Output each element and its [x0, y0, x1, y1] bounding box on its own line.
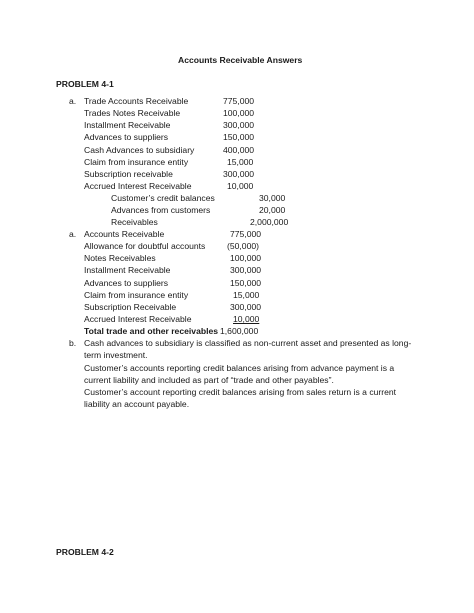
sub-row-value: 30,000 — [259, 193, 286, 203]
total-label: Total trade and other receivables — [84, 326, 219, 336]
row-value: 775,000 — [223, 96, 255, 106]
row-value: 300,000 — [230, 302, 262, 312]
total-value: 1,600,000 — [220, 326, 259, 336]
section-a1-marker: a. — [69, 96, 77, 106]
row-value: 100,000 — [230, 253, 262, 263]
row-value: 150,000 — [230, 278, 262, 288]
section-b-marker: b. — [69, 338, 77, 348]
row-label: Allowance for doubtful accounts — [84, 241, 206, 251]
row-value: 10,000 — [233, 314, 260, 324]
row-value: 300,000 — [230, 265, 262, 275]
row-label: Advances to suppliers — [84, 278, 169, 288]
row-label: Installment Receivable — [84, 120, 171, 130]
row-label: Accounts Receivable — [84, 229, 165, 239]
row-label: Notes Receivables — [84, 253, 156, 263]
section-b-paragraph-1: Cash advances to subsidiary is classified as non-current asset and presented as long-term investment. — [84, 338, 412, 361]
row-value: 300,000 — [223, 120, 255, 130]
row-label: Accrued Interest Receivable — [84, 181, 192, 191]
sub-row-value: 20,000 — [259, 205, 286, 215]
row-label: Subscription receivable — [84, 169, 173, 179]
section-b-paragraph-2: Customer’s accounts reporting credit balances arising from advance payment is a current liability and included as part of “trade and other payables”. — [84, 363, 395, 386]
row-label: Claim from insurance entity — [84, 290, 189, 300]
row-value: 15,000 — [233, 290, 260, 300]
row-label: Trade Accounts Receivable — [84, 96, 189, 106]
page-title: Accounts Receivable Answers — [178, 55, 303, 65]
row-value: 300,000 — [223, 169, 255, 179]
section-a2-marker: a. — [69, 229, 77, 239]
row-label: Advances to suppliers — [84, 132, 169, 142]
row-label: Subscription Receivable — [84, 302, 177, 312]
row-value: 15,000 — [227, 157, 254, 167]
row-value: 775,000 — [230, 229, 262, 239]
row-value: 10,000 — [227, 181, 254, 191]
row-value: 400,000 — [223, 145, 255, 155]
row-label: Cash Advances to subsidiary — [84, 145, 195, 155]
row-label: Installment Receivable — [84, 265, 171, 275]
row-label: Trades Notes Receivable — [84, 108, 181, 118]
row-label: Claim from insurance entity — [84, 157, 189, 167]
sub-row-label: Advances from customers — [111, 205, 211, 215]
problem-4-2-heading: PROBLEM 4-2 — [56, 547, 114, 557]
row-value: 150,000 — [223, 132, 255, 142]
section-b-paragraph-3: Customer’s account reporting credit balances arising from sales return is a current liability an account payable. — [84, 387, 397, 410]
sub-row-label: Receivables — [111, 217, 158, 227]
row-label: Accrued Interest Receivable — [84, 314, 192, 324]
row-value: (50,000) — [227, 241, 260, 251]
sub-row-label: Customer’s credit balances — [111, 193, 215, 203]
sub-row-value: 2,000,000 — [250, 217, 289, 227]
row-value: 100,000 — [223, 108, 255, 118]
problem-4-1-heading: PROBLEM 4-1 — [56, 79, 114, 89]
